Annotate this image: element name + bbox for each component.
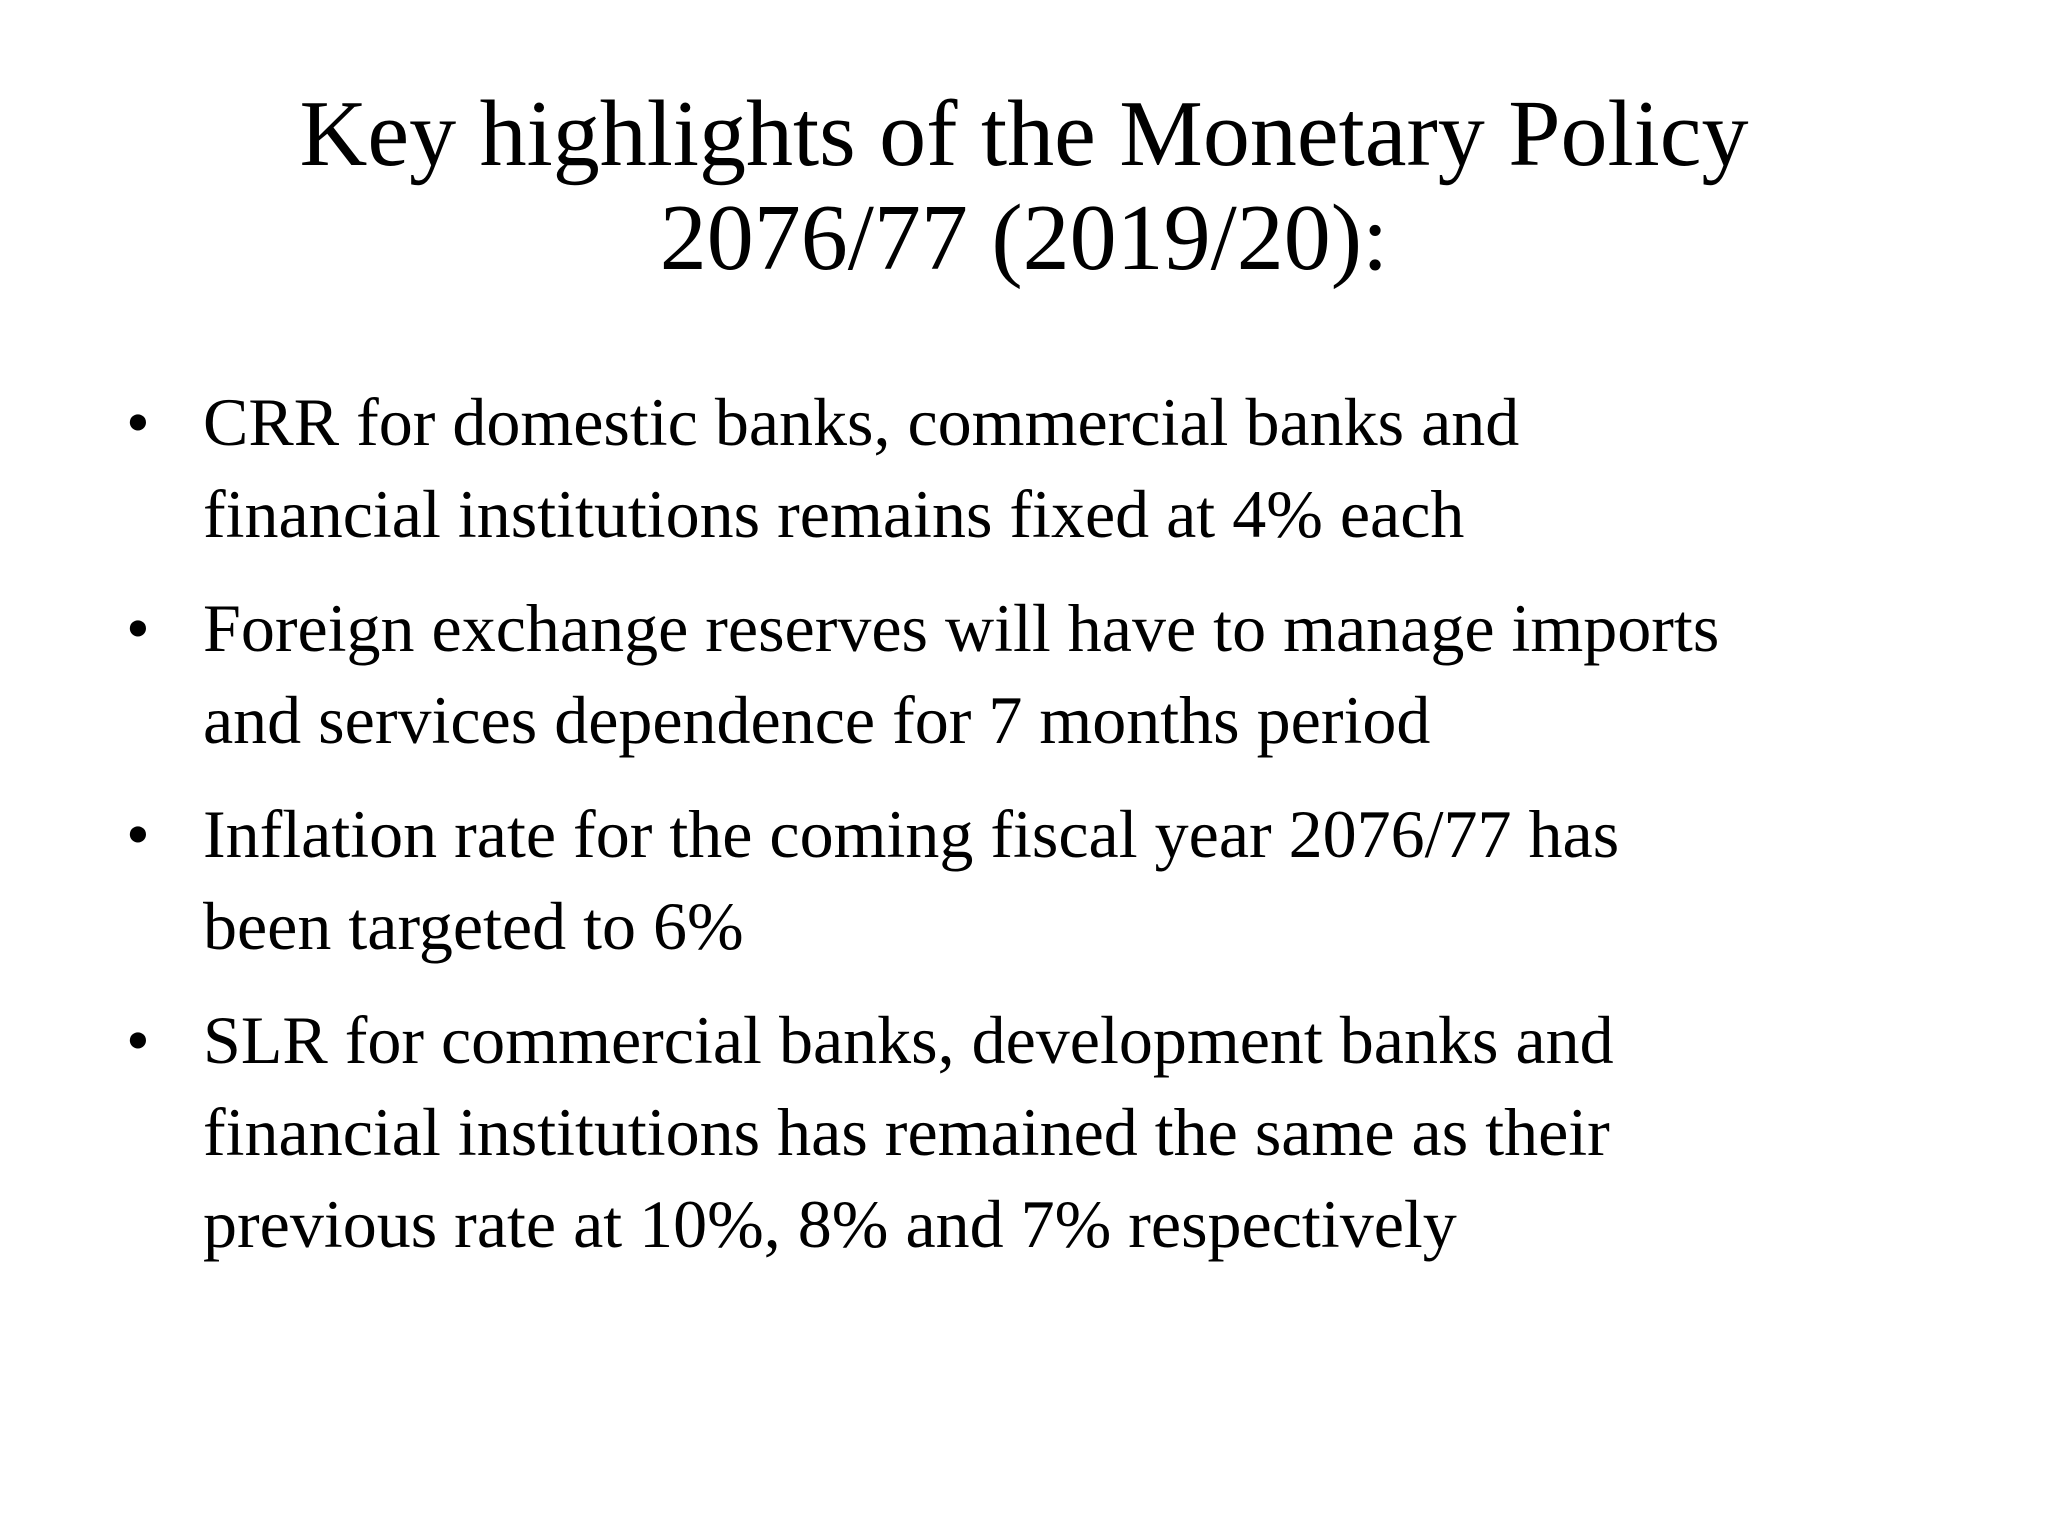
bullet-text-line: financial institutions has remained the same as their (203, 1094, 1610, 1170)
bullet-item-crr (120, 376, 2000, 560)
bullet-text-line: been targeted to 6% (203, 888, 744, 964)
bullet-text-line: previous rate at 10%, 8% and 7% respectively (203, 1186, 1457, 1262)
bullet-list (120, 376, 2000, 1292)
slide-title-line-1: Key highlights of the Monetary Policy (299, 82, 1749, 186)
bullet-text-line: SLR for commercial banks, development banks and (203, 1002, 1614, 1078)
bullet-item-slr (120, 994, 2000, 1270)
bullet-icon: • (126, 1002, 150, 1078)
bullet-icon: • (126, 384, 150, 460)
bullet-item-foreign-exchange (120, 582, 2000, 766)
bullet-icon: • (126, 590, 150, 666)
slide-title-line-2: 2076/77 (2019/20): (659, 186, 1389, 290)
bullet-text-line: CRR for domestic banks, commercial banks and (203, 384, 1520, 460)
bullet-text-line: Foreign exchange reserves will have to manage imports (203, 590, 1720, 666)
bullet-item-inflation (120, 788, 2000, 972)
slide-title (0, 82, 2048, 290)
bullet-icon: • (126, 796, 150, 872)
bullet-text-line: and services dependence for 7 months period (203, 682, 1431, 758)
bullet-text-line: Inflation rate for the coming fiscal year 2076/77 has (203, 796, 1620, 872)
bullet-text-line: financial institutions remains fixed at 4% each (203, 476, 1465, 552)
